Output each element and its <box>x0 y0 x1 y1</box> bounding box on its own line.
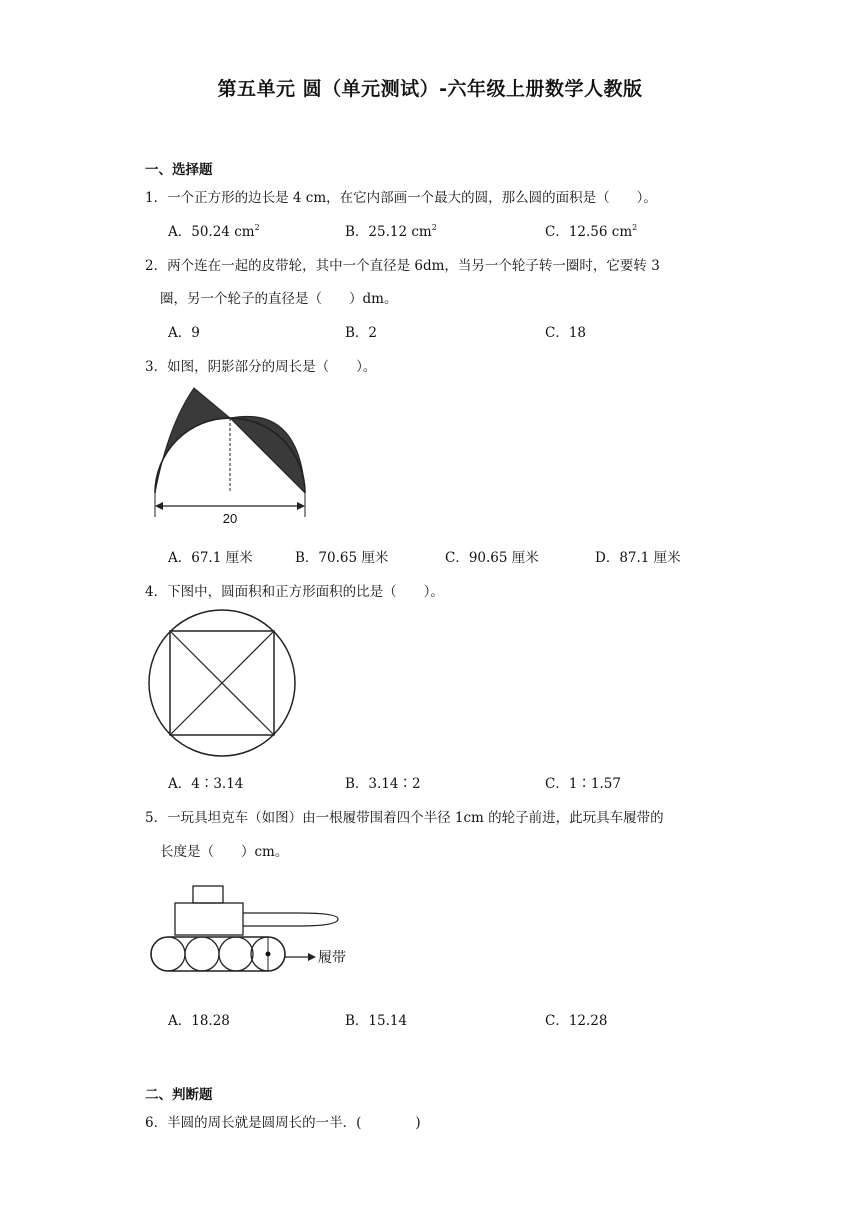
question-4-text: 4．下图中，圆面积和正方形面积的比是（ ）。 <box>145 584 444 600</box>
question-4-option-c: C．1∶1.57 <box>545 776 621 792</box>
section-heading-judgment: 二、判断题 <box>145 1087 213 1103</box>
question-3-text: 3．如图，阴影部分的周长是（ ）。 <box>145 359 377 375</box>
question-1-option-c: C．12.56 $cm^2$ <box>545 223 638 240</box>
question-1-text: 1．一个正方形的边长是 4 cm，在它内部画一个最大的圆，那么圆的面积是（ ）。 <box>145 190 657 206</box>
question-3-figure <box>150 385 315 525</box>
question-1-option-a: A．50.24 $cm^2$ <box>168 223 260 240</box>
question-3-option-a: A．67.1 厘米 <box>168 550 253 566</box>
question-4-option-b: B．3.14∶2 <box>345 776 421 792</box>
question-1-option-b: B．25.12 $cm^2$ <box>345 223 437 240</box>
question-5-text-cont: 长度是（ ）cm。 <box>160 844 289 860</box>
question-2-text: 2．两个连在一起的皮带轮，其中一个直径是 6dm，当另一个轮子转一圈时，它要转 3 <box>145 258 660 274</box>
section-heading-choice: 一、选择题 <box>145 162 213 178</box>
question-5-option-a: A．18.28 <box>168 1013 230 1029</box>
question-2-option-c: C．18 <box>545 325 587 341</box>
question-4-option-a: A．4∶3.14 <box>168 776 244 792</box>
question-5-figure <box>148 882 363 977</box>
question-3-option-c: C．90.65 厘米 <box>445 550 539 566</box>
question-3-option-d: D．87.1 厘米 <box>595 550 681 566</box>
question-4-figure <box>145 606 305 761</box>
question-6-text: 6．半圆的周长就是圆周长的一半．( ) <box>145 1115 421 1131</box>
question-2-option-a: A．9 <box>168 325 200 341</box>
question-3-figure-label: 20 <box>222 511 238 525</box>
question-5-option-c: C．12.28 <box>545 1013 608 1029</box>
question-2-option-b: B．2 <box>345 325 378 341</box>
question-3-option-b: B．70.65 厘米 <box>295 550 389 566</box>
question-5-text: 5．一玩具坦克车（如图）由一根履带围着四个半径 1cm 的轮子前进，此玩具车履带的 <box>145 810 664 826</box>
question-2-text-cont: 圈，另一个轮子的直径是（ ）dm。 <box>160 291 398 307</box>
page-title: 第五单元 圆（单元测试）-六年级上册数学人教版 <box>217 78 643 100</box>
question-5-figure-label: 履带 <box>318 950 346 966</box>
question-5-option-b: B．15.14 <box>345 1013 408 1029</box>
